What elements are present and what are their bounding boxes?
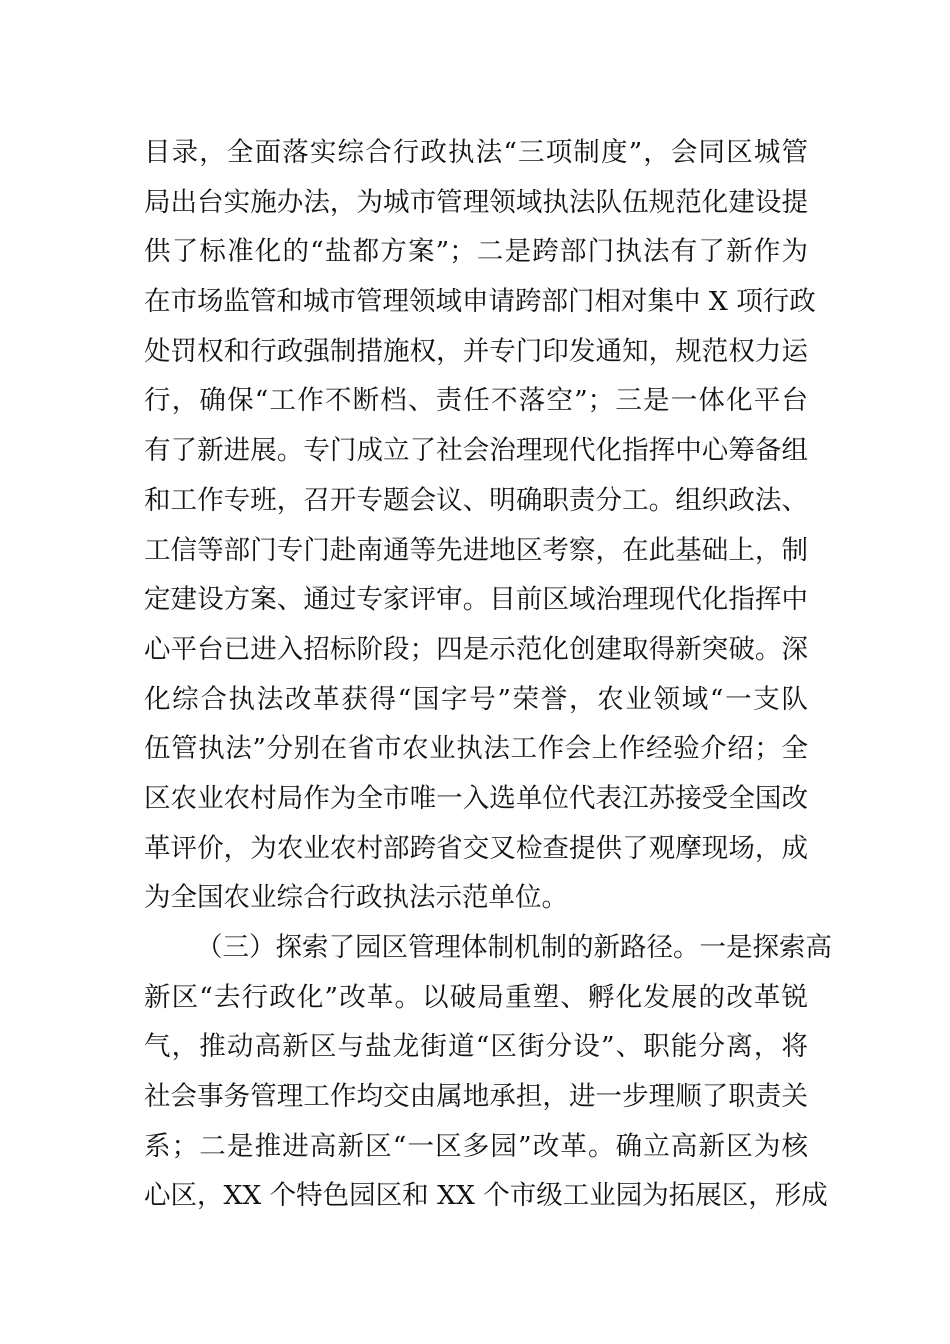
text-line: 心平台已进入招标阶段；四是示范化创建取得新突破。深 — [144, 633, 808, 665]
section-heading-line: （三）探索了园区管理体制机制的新路径。一是探索高 — [196, 932, 832, 963]
text-line: 在市场监管和城市管理领域申请跨部门相对集中 X 项行政 — [144, 286, 816, 318]
body-text — [144, 128, 832, 1221]
text-line: 系；二是推进高新区“一区多园”改革。确立高新区为核 — [144, 1130, 808, 1162]
text-line: 社会事务管理工作均交由属地承担，进一步理顺了职责关 — [144, 1081, 808, 1113]
text-line: 区农业农村局作为全市唯一入选单位代表江苏接受全国改 — [144, 782, 808, 814]
text-line: 供了标准化的“盐都方案”；二是跨部门执法有了新作为 — [144, 236, 808, 268]
text-line: 定建设方案、通过专家评审。目前区域治理现代化指挥中 — [144, 584, 808, 616]
text-line: 目录，全面落实综合行政执法“三项制度”，会同区城管 — [144, 137, 808, 168]
text-line: 和工作专班，召开专题会议、明确职责分工。组织政法、 — [144, 484, 808, 516]
text-line: 工信等部门专门赴南通等先进地区考察，在此基础上，制 — [144, 534, 808, 566]
text-line: 处罚权和行政强制措施权，并专门印发通知，规范权力运 — [144, 335, 808, 367]
text-line: 有了新进展。专门成立了社会治理现代化指挥中心筹备组 — [144, 435, 808, 467]
text-line: 心区，XX 个特色园区和 XX 个市级工业园为拓展区，形成 — [144, 1180, 828, 1212]
text-line: 行，确保“工作不断档、责任不落空”；三是一体化平台 — [144, 385, 808, 417]
text-line: 伍管执法”分别在省市农业执法工作会上作经验介绍；全 — [144, 733, 808, 765]
text-line: 新区“去行政化”改革。以破局重塑、孵化发展的改革锐 — [144, 981, 808, 1013]
text-line: 革评价，为农业农村部跨省交叉检查提供了观摩现场，成 — [144, 832, 808, 864]
text-line: 气，推动高新区与盐龙街道“区街分设”、职能分离，将 — [144, 1031, 808, 1063]
text-line: 化综合执法改革获得“国字号”荣誉，农业领域“一支队 — [144, 683, 808, 715]
text-line-paragraph-end: 为全国农业综合行政执法示范单位。 — [144, 882, 568, 914]
text-line: 局出台实施办法，为城市管理领域执法队伍规范化建设提 — [144, 186, 808, 218]
